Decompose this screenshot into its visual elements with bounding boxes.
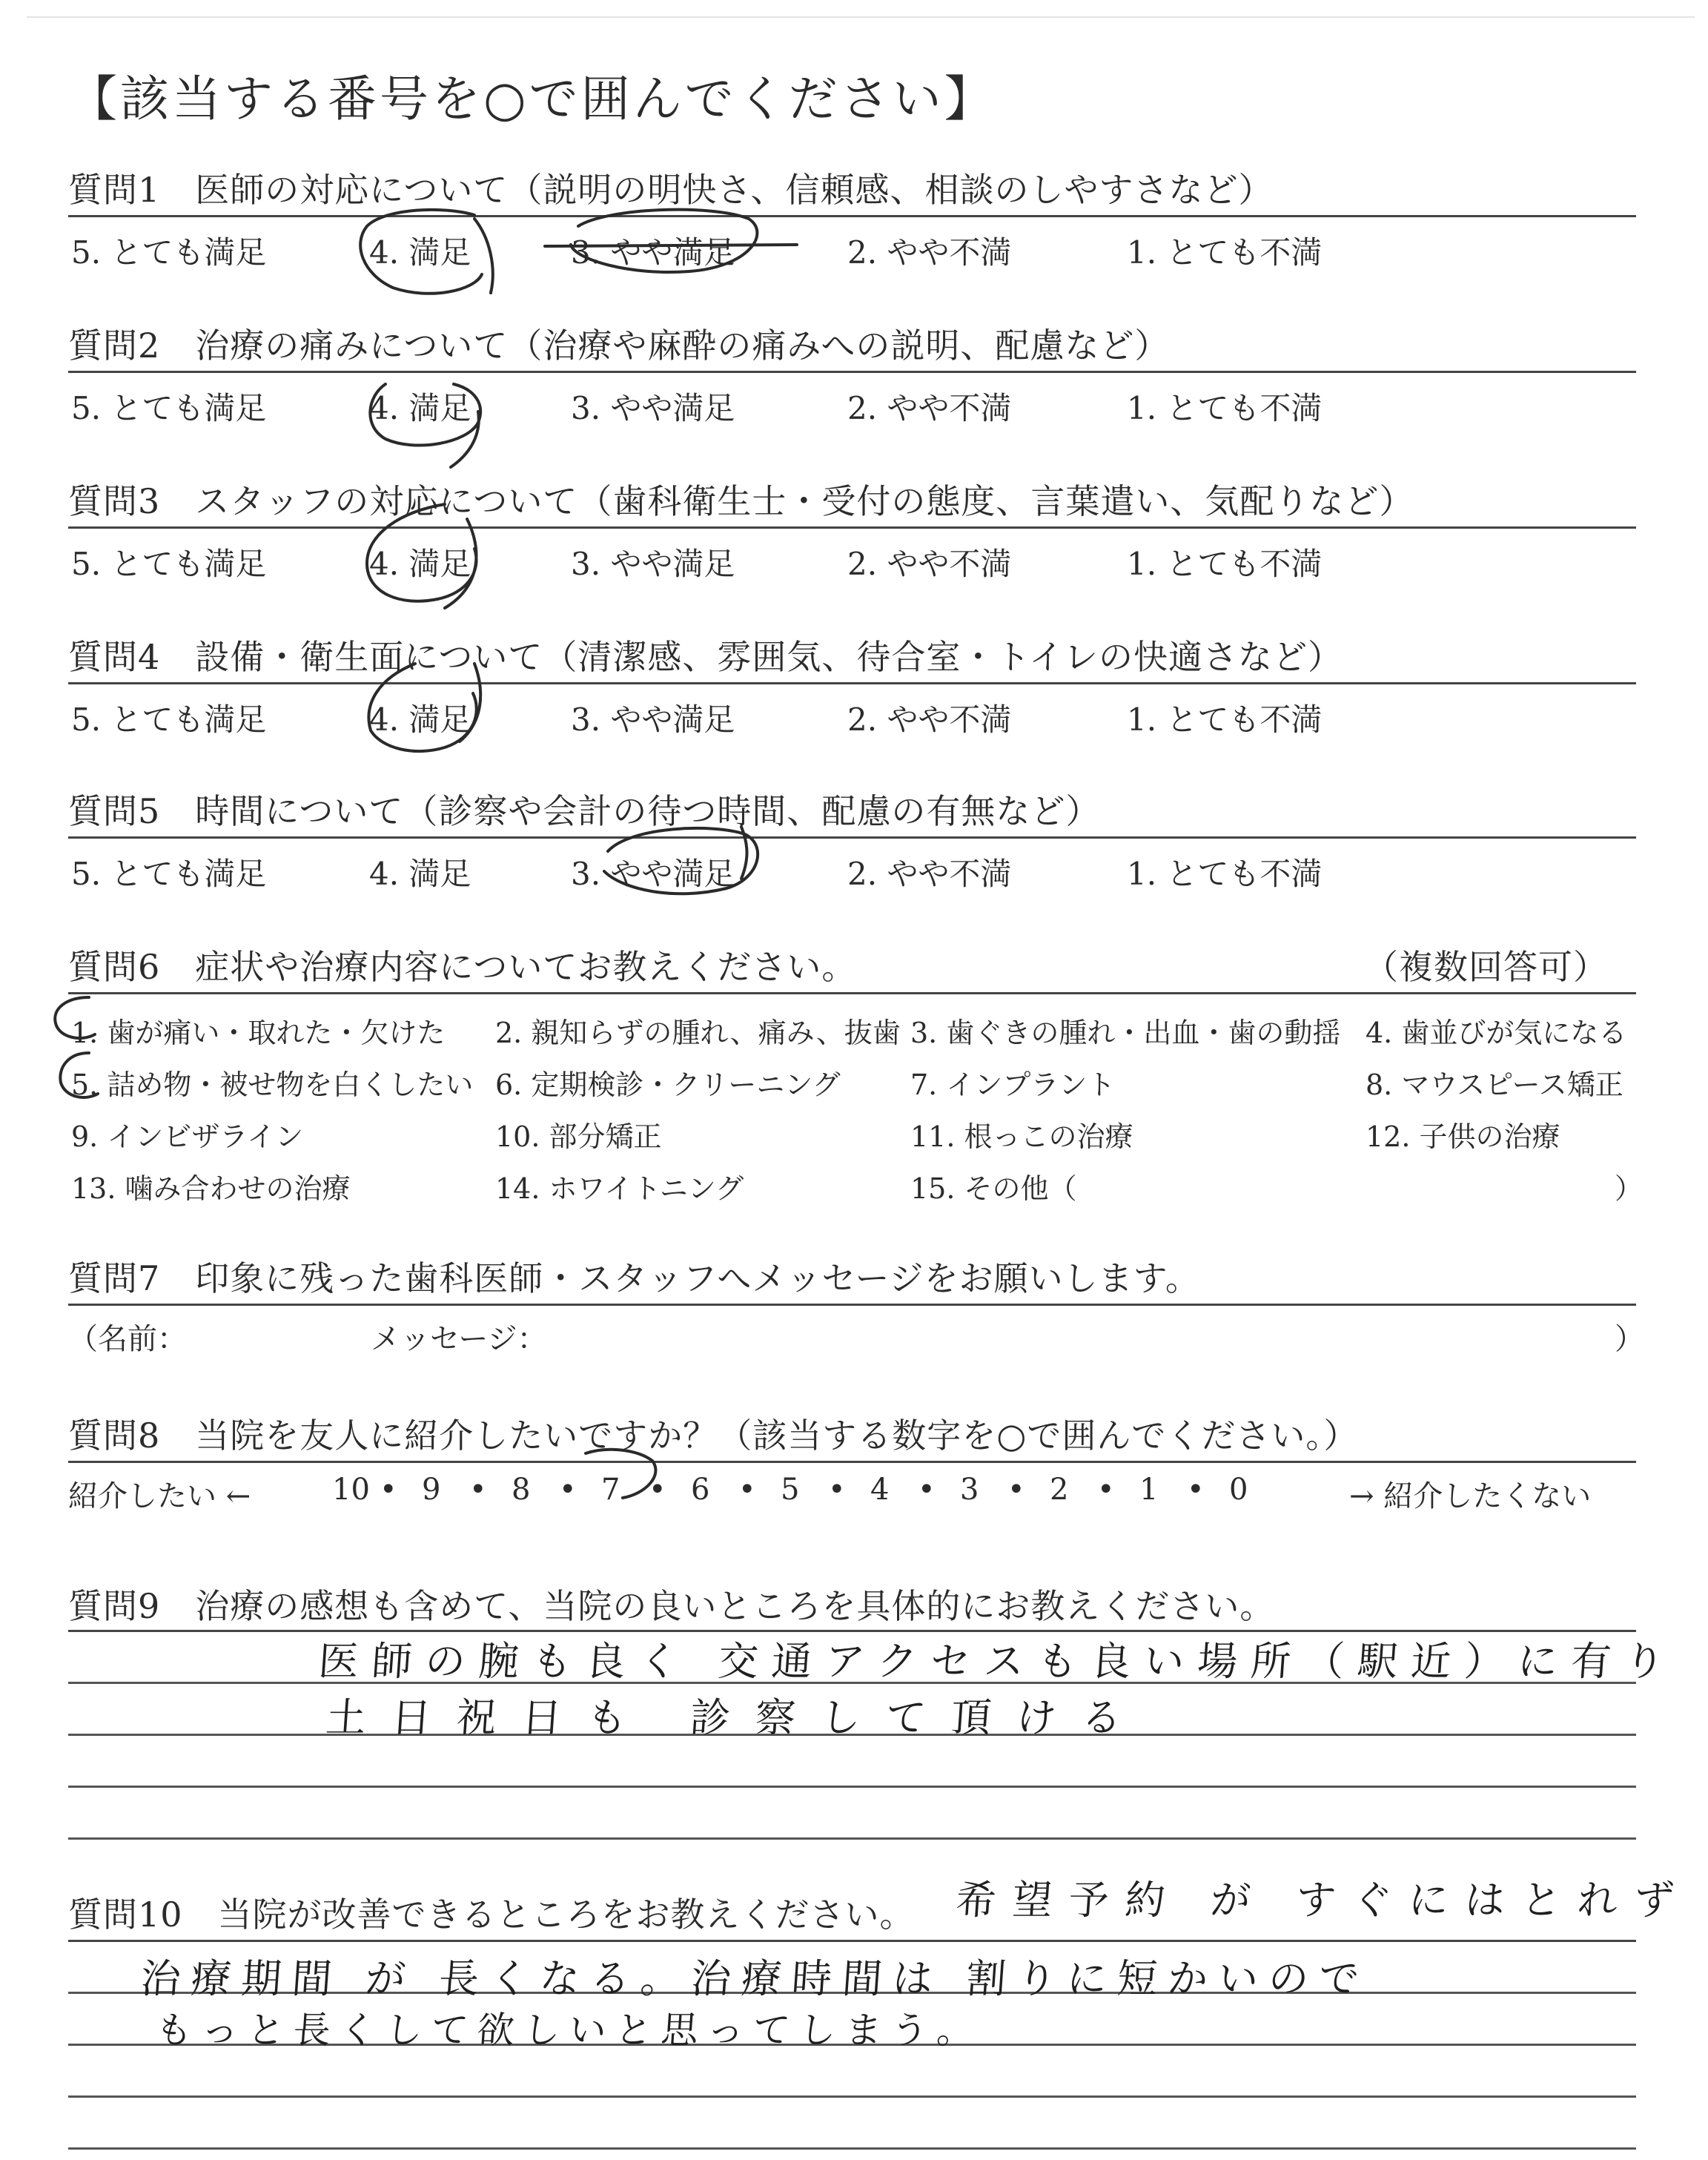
q2-option-2[interactable]: 2. やや不満	[847, 390, 1012, 426]
q3-option-5[interactable]: 5. とても満足	[71, 546, 267, 582]
q10-answer-inline: 希望予約 が すぐにはとれず	[954, 1877, 1692, 1923]
q10-rule-5	[68, 2147, 1636, 2150]
q8-scale-separator: •	[559, 1473, 577, 1507]
q6-item-12[interactable]: 12. 子供の治療	[1366, 1120, 1560, 1153]
q8-right-label: → 紹介したくない	[1349, 1479, 1592, 1513]
q4-option-2[interactable]: 2. やや不満	[847, 701, 1012, 738]
q5-option-2[interactable]: 2. やや不満	[847, 856, 1012, 892]
q1-option-4[interactable]: 4. 満足	[369, 234, 471, 271]
q7-name-label: （名前：	[68, 1322, 187, 1356]
q4-option-5[interactable]: 5. とても満足	[71, 701, 267, 738]
q6-item-6[interactable]: 6. 定期検診・クリーニング	[495, 1069, 841, 1101]
q5-option-1[interactable]: 1. とても不満	[1127, 856, 1323, 892]
q1-option-1[interactable]: 1. とても不満	[1127, 234, 1323, 271]
q3-option-2[interactable]: 2. やや不満	[847, 546, 1012, 582]
page-title: 【該当する番号を○で囲んでください】	[68, 70, 996, 128]
q1-option-5[interactable]: 5. とても満足	[71, 234, 267, 271]
q6-multi-note: （複数回答可）	[1364, 947, 1608, 987]
q7-close-paren: ）	[1615, 1322, 1644, 1356]
q1-option-3[interactable]: 3. やや満足	[571, 234, 735, 271]
q5-heading: 質問5 時間について（診察や会計の待つ時間、配慮の有無など）	[68, 791, 1101, 831]
q5-option-4[interactable]: 4. 満足	[369, 856, 471, 892]
q4-heading: 質問4 設備・衛生面について（清潔感、雰囲気、待合室・トイレの快適さなど）	[68, 637, 1343, 677]
q6-item-4[interactable]: 4. 歯並びが気になる	[1366, 1017, 1627, 1049]
q8-scale-10[interactable]: 10	[332, 1473, 370, 1507]
q10-heading: 質問10 当院が改善できるところをお教えください。	[68, 1895, 915, 1935]
q2-heading: 質問2 治療の痛みについて（治療や麻酔の痛みへの説明、配慮など）	[68, 326, 1170, 366]
q10-rule-4	[68, 2095, 1636, 2098]
q3-option-3[interactable]: 3. やや満足	[571, 546, 735, 582]
q8-scale-6[interactable]: 6	[691, 1473, 710, 1507]
q6-item-15-close: ）	[1615, 1172, 1644, 1205]
q8-scale-separator: •	[828, 1473, 846, 1507]
q6-item-13[interactable]: 13. 噛み合わせの治療	[71, 1172, 351, 1205]
q6-heading: 質問6 症状や治療内容についてお教えください。	[68, 947, 857, 987]
q6-rule	[68, 992, 1636, 994]
q6-item-7[interactable]: 7. インプラント	[910, 1069, 1116, 1101]
q6-item-11[interactable]: 11. 根っこの治療	[910, 1120, 1133, 1153]
q8-scale-separator: •	[738, 1473, 756, 1507]
q3-option-1[interactable]: 1. とても不満	[1127, 546, 1323, 582]
q4-option-1[interactable]: 1. とても不満	[1127, 701, 1323, 738]
q7-heading: 質問7 印象に残った歯科医師・スタッフへメッセージをお願いします。	[68, 1258, 1200, 1298]
q4-option-4[interactable]: 4. 満足	[369, 701, 471, 738]
q6-item-8[interactable]: 8. マウスピース矯正	[1366, 1069, 1623, 1101]
q5-option-5[interactable]: 5. とても満足	[71, 856, 267, 892]
q8-scale-separator: •	[649, 1473, 666, 1507]
q5-rule	[68, 836, 1636, 839]
q2-option-4[interactable]: 4. 満足	[369, 390, 471, 426]
q1-rule	[68, 215, 1636, 217]
q8-scale-separator: •	[380, 1473, 397, 1507]
q10-answer-line-2: もっと長くして欲しいと思ってしまう。	[153, 2009, 984, 2052]
q8-scale-7[interactable]: 7	[601, 1473, 620, 1507]
q6-item-9[interactable]: 9. インビザライン	[71, 1120, 304, 1153]
q6-item-2[interactable]: 2. 親知らずの腫れ、痛み、抜歯	[495, 1017, 901, 1049]
q6-item-10[interactable]: 10. 部分矯正	[495, 1120, 662, 1153]
q8-scale-3[interactable]: 3	[960, 1473, 979, 1507]
q4-rule	[68, 682, 1636, 684]
q6-item-1[interactable]: 1. 歯が痛い・取れた・欠けた	[71, 1017, 446, 1049]
q7-message-label: メッセージ：	[371, 1322, 547, 1356]
q8-scale-9[interactable]: 9	[422, 1473, 441, 1507]
q10-rule-1	[68, 1940, 1636, 1942]
q4-option-3[interactable]: 3. やや満足	[571, 701, 735, 738]
q9-heading: 質問9 治療の感想も含めて、当院の良いところを具体的にお教えください。	[68, 1586, 1275, 1626]
q3-heading: 質問3 スタッフの対応について（歯科衛生士・受付の態度、言葉遣い、気配りなど）	[68, 481, 1414, 521]
q6-item-15[interactable]: 15. その他（	[910, 1172, 1077, 1205]
q8-scale-separator: •	[1187, 1473, 1205, 1507]
q9-rule-5	[68, 1837, 1636, 1840]
q2-option-1[interactable]: 1. とても不満	[1127, 390, 1323, 426]
q5-option-3[interactable]: 3. やや満足	[571, 856, 735, 892]
q9-answer-line-1: 医師の腕も良く 交通アクセスも良い場所（駅近）に有り	[317, 1638, 1680, 1685]
q8-scale-separator: •	[1007, 1473, 1025, 1507]
q6-item-5[interactable]: 5. 詰め物・被せ物を白くしたい	[71, 1069, 474, 1101]
q8-scale-separator: •	[469, 1473, 487, 1507]
q2-option-3[interactable]: 3. やや満足	[571, 390, 735, 426]
q1-option-2[interactable]: 2. やや不満	[847, 234, 1012, 271]
q8-heading: 質問8 当院を友人に紹介したいですか？（該当する数字を○で囲んでください。）	[68, 1416, 1359, 1456]
q8-scale-8[interactable]: 8	[512, 1473, 531, 1507]
q1-heading: 質問1 医師の対応について（説明の明快さ、信頼感、相談のしやすさなど）	[68, 170, 1274, 210]
q8-scale-1[interactable]: 1	[1139, 1473, 1159, 1507]
q8-scale-separator: •	[918, 1473, 936, 1507]
q8-scale-separator: •	[1097, 1473, 1115, 1507]
q10-answer-line-1: 治療期間 が 長くなる。治療時間は 割りに短かいので	[139, 1955, 1371, 2002]
q8-rule	[68, 1461, 1636, 1463]
q2-rule	[68, 371, 1636, 373]
q3-rule	[68, 526, 1636, 529]
q6-item-3[interactable]: 3. 歯ぐきの腫れ・出血・歯の動揺	[910, 1017, 1341, 1049]
q8-scale-5[interactable]: 5	[781, 1473, 800, 1507]
q3-option-4[interactable]: 4. 満足	[369, 546, 471, 582]
q9-answer-line-2: 土日祝日も 診察して頂ける	[324, 1694, 1149, 1741]
q8-scale-4[interactable]: 4	[870, 1473, 890, 1507]
q6-item-14[interactable]: 14. ホワイトニング	[495, 1172, 744, 1205]
q8-scale-2[interactable]: 2	[1050, 1473, 1069, 1507]
q8-left-label: 紹介したい ←	[68, 1479, 251, 1513]
q9-rule-4	[68, 1786, 1636, 1788]
q2-option-5[interactable]: 5. とても満足	[71, 390, 267, 426]
q8-scale-0[interactable]: 0	[1229, 1473, 1248, 1507]
q7-rule	[68, 1304, 1636, 1306]
